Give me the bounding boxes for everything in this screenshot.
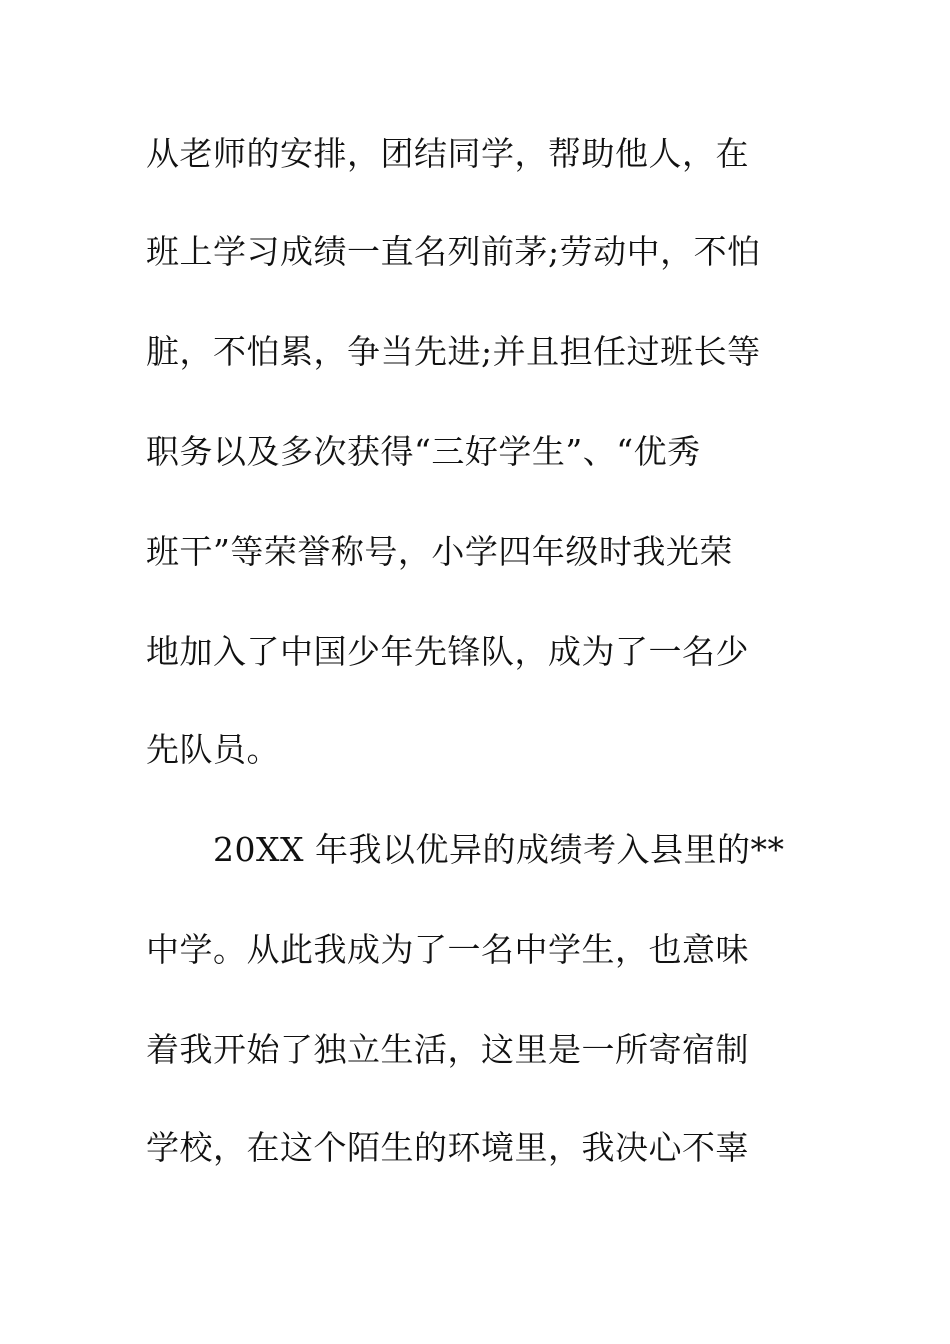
text-line: 脏，不怕累，争当先进;并且担任过班长等 bbox=[146, 332, 761, 371]
text-line: 着我开始了独立生活，这里是一所寄宿制 bbox=[146, 1030, 749, 1069]
text-line: 职务以及多次获得“三好学生”、“优秀 bbox=[146, 432, 701, 471]
text-line: 学校，在这个陌生的环境里，我决心不辜 bbox=[146, 1128, 749, 1167]
text-line: 从老师的安排，团结同学，帮助他人，在 bbox=[146, 134, 749, 173]
text-line: 地加入了中国少年先锋队，成为了一名少 bbox=[146, 632, 749, 671]
paragraph-first-line: 20XX 年我以优异的成绩考入县里的** bbox=[213, 830, 785, 869]
text-line: 班上学习成绩一直名列前茅;劳动中，不怕 bbox=[146, 232, 761, 271]
text-line: 中学。从此我成为了一名中学生，也意味 bbox=[146, 930, 749, 969]
text-line: 先队员。 bbox=[146, 730, 280, 769]
text-line: 班干”等荣誉称号，小学四年级时我光荣 bbox=[146, 532, 733, 571]
